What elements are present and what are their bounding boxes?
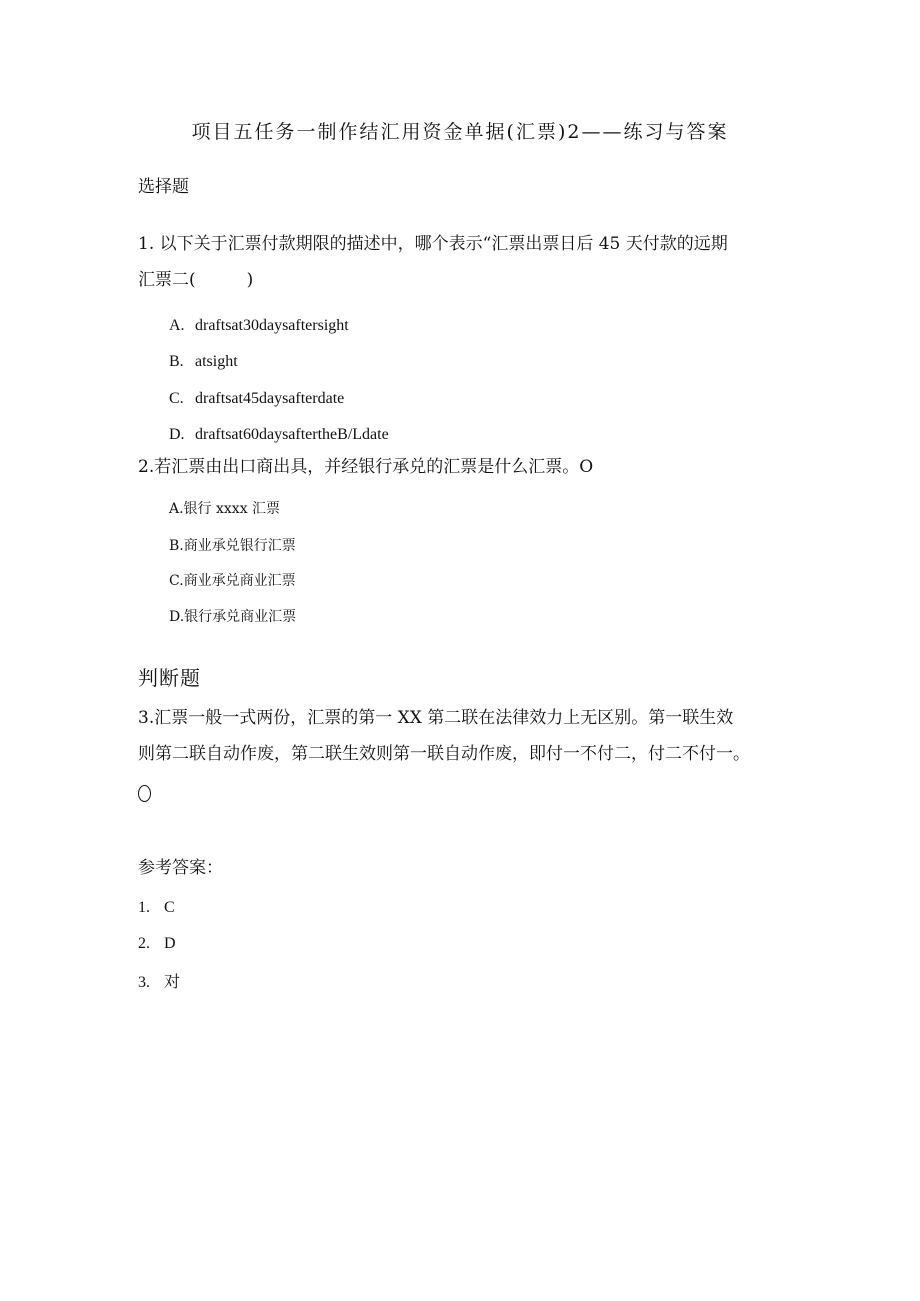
q1-option-c [169, 388, 344, 410]
option-text: atsight [195, 353, 238, 370]
answer-value: C [164, 899, 175, 916]
q1-option-a [169, 315, 349, 337]
option-letter: B. [169, 353, 184, 370]
q1-option-d [169, 424, 389, 446]
option-letter: A. [169, 317, 185, 334]
answer-number: 1. [138, 899, 150, 916]
answer-number: 2. [138, 935, 150, 952]
answers-heading: 参考答案： [138, 858, 223, 878]
option-letter: C. [169, 390, 184, 407]
q2-option-c: C.商业承兑商业汇票 [169, 573, 296, 589]
question-1-line-1: 1. 以下关于汇票付款期限的描述中，哪个表示“汇票出票日后 45 天付款的远期 [138, 234, 728, 254]
question-3-line-2: 则第二联自动作废，第二联生效则第一联自动作废，即付一不付二，付二不付一。 [138, 744, 750, 764]
answer-item [138, 972, 180, 994]
question-2-line: 2.若汇票由出口商出具，并经银行承兑的汇票是什么汇票。O [138, 457, 594, 477]
option-letter: D. [169, 426, 185, 443]
q2-option-b: B.商业承兑银行汇票 [169, 538, 296, 554]
q1-option-b [169, 351, 238, 373]
answer-blank-circle-icon [138, 785, 151, 802]
document-title: 项目五任务一制作结汇用资金单据(汇票)2——练习与答案 [191, 121, 729, 143]
q2-option-d: D.银行承兑商业汇票 [169, 609, 297, 625]
section-heading-judge: 判断题 [138, 666, 201, 690]
option-text: draftsat60daysaftertheB/Ldate [195, 426, 389, 443]
answer-item [138, 933, 176, 955]
question-1-line-2: 汇票二( ) [138, 270, 254, 290]
answer-value: D [164, 935, 176, 952]
section-heading-choice: 选择题 [138, 177, 189, 197]
answer-value: 对 [164, 974, 181, 991]
answer-number: 3. [138, 974, 150, 991]
option-text: draftsat30daysaftersight [195, 317, 349, 334]
option-text: draftsat45daysafterdate [195, 390, 345, 407]
q2-option-a: A.银行 xxxx 汇票 [169, 501, 281, 517]
answer-item [138, 897, 175, 919]
question-3-line-1: 3.汇票一般一式两份，汇票的第一 XX 第二联在法律效力上无区别。第一联生效 [138, 708, 734, 728]
